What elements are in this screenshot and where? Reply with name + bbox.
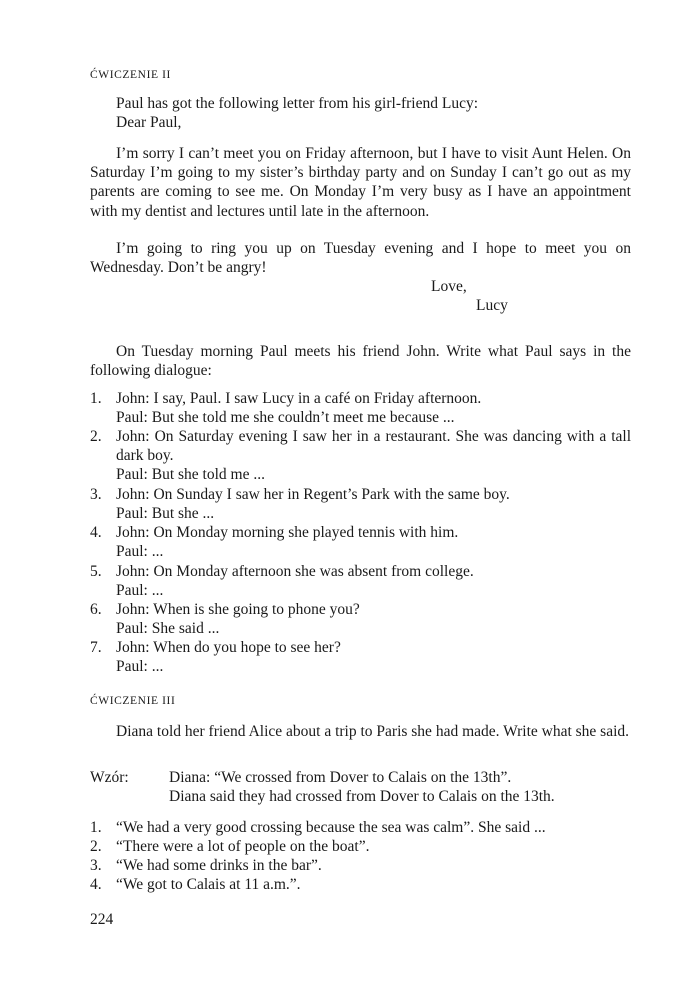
item-number: 2. xyxy=(90,838,102,855)
dialogue-john-line: John: On Monday afternoon she was absent from college. xyxy=(116,563,474,580)
model-label: Wzór: xyxy=(90,769,129,786)
letter-paragraph-1-text: I’m sorry I can’t meet you on Friday afternoon, but I have to visit Aunt Helen. On Saturday I’m going to my sister’s birthday party and on Sunday I can’t go out as my parents are coming to see me. On Monday I’m very busy as I have an appointment with my dentist and lectures until late in the afternoon. xyxy=(90,145,631,220)
letter-signature: Lucy xyxy=(476,297,508,314)
dialogue-number: 3. xyxy=(90,486,102,503)
exercise-2-task-text: On Tuesday morning Paul meets his friend John. Write what Paul says in the following dialogue: xyxy=(90,343,631,380)
letter-greeting: Dear Paul, xyxy=(116,114,182,131)
letter-paragraph-2-text: I’m going to ring you up on Tuesday evening and I hope to meet you on Wednesday. Don’t be angry! xyxy=(90,240,631,277)
page-number: 224 xyxy=(90,911,114,928)
model-example-line-1: Diana: “We crossed from Dover to Calais on the 13th”. xyxy=(169,769,512,786)
exercise-3-intro-text: Diana told her friend Alice about a trip to Paris she had made. Write what she said. xyxy=(116,723,630,740)
item-number: 3. xyxy=(90,857,102,874)
dialogue-paul-line: Paul: But she told me ... xyxy=(116,466,265,483)
dialogue-john-line: John: When is she going to phone you? xyxy=(116,601,360,618)
exercise-2-task xyxy=(90,342,631,380)
dialogue-john-text: John: On Saturday evening I saw her in a restaurant. She was dancing with a tall dark boy. xyxy=(116,428,631,465)
dialogue-number: 5. xyxy=(90,563,102,580)
letter-closing: Love, xyxy=(431,278,467,295)
dialogue-john-line xyxy=(116,427,631,465)
dialogue-number: 2. xyxy=(90,428,102,445)
item-text: “We had a very good crossing because the sea was calm”. She said ... xyxy=(116,819,546,836)
dialogue-paul-line: Paul: But she told me she couldn’t meet me because ... xyxy=(116,409,455,426)
item-number: 4. xyxy=(90,876,102,893)
dialogue-john-line: John: I say, Paul. I saw Lucy in a café on Friday afternoon. xyxy=(116,390,482,407)
dialogue-number: 6. xyxy=(90,601,102,618)
dialogue-number: 1. xyxy=(90,390,102,407)
dialogue-number: 4. xyxy=(90,524,102,541)
dialogue-paul-line: Paul: ... xyxy=(116,658,164,675)
dialogue-paul-line: Paul: But she ... xyxy=(116,505,215,522)
exercise-3-intro xyxy=(90,722,631,741)
item-text: “We got to Calais at 11 a.m.”. xyxy=(116,876,301,893)
dialogue-number: 7. xyxy=(90,639,102,656)
dialogue-paul-line: Paul: She said ... xyxy=(116,620,220,637)
dialogue-john-line: John: On Sunday I saw her in Regent’s Park with the same boy. xyxy=(116,486,510,503)
dialogue-john-line: John: When do you hope to see her? xyxy=(116,639,341,656)
exercise-2-heading: ĆWICZENIE II xyxy=(90,69,171,81)
dialogue-paul-line: Paul: ... xyxy=(116,582,164,599)
item-text: “There were a lot of people on the boat”. xyxy=(116,838,370,855)
letter-paragraph-2 xyxy=(90,239,631,277)
exercise-2-intro: Paul has got the following letter from his girl-friend Lucy: xyxy=(116,95,479,112)
exercise-3-heading: ĆWICZENIE III xyxy=(90,695,176,707)
letter-paragraph-1 xyxy=(90,144,631,221)
dialogue-paul-line: Paul: ... xyxy=(116,543,164,560)
dialogue-john-line: John: On Monday morning she played tennis with him. xyxy=(116,524,459,541)
model-example-line-2: Diana said they had crossed from Dover to Calais on the 13th. xyxy=(169,788,555,805)
item-number: 1. xyxy=(90,819,102,836)
item-text: “We had some drinks in the bar”. xyxy=(116,857,322,874)
